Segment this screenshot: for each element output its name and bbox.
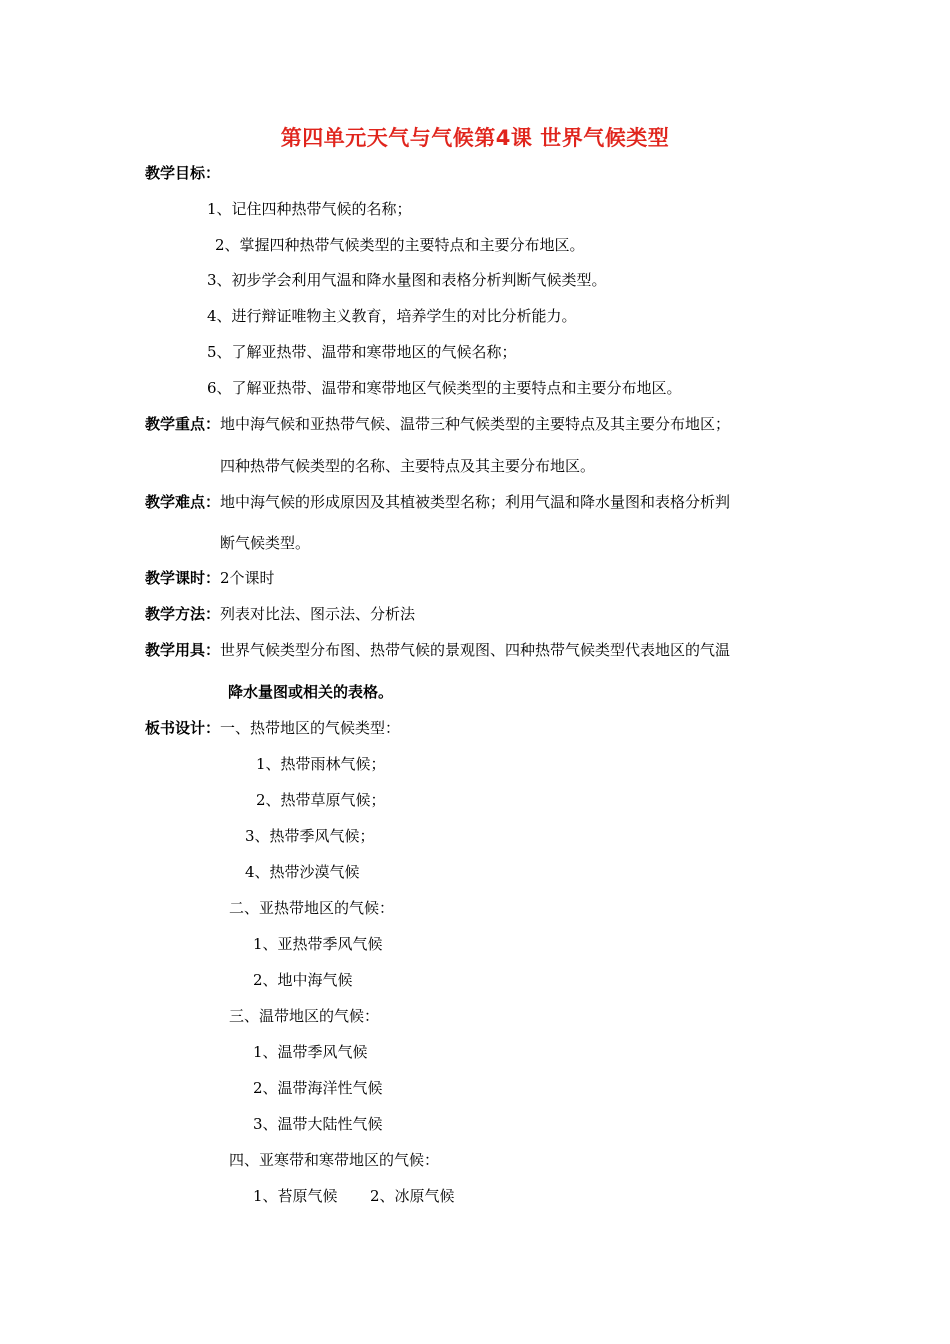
methods-label: 教学方法：: [145, 605, 221, 623]
tools-text: 世界气候类型分布图、热带气候的景观图、四种热带气候类型代表地区的气温: [220, 641, 731, 659]
board-item: 4、热带沙漠气候: [245, 863, 360, 881]
objectives-label: 教学目标：: [145, 164, 221, 182]
board-item: 2、冰原气候: [370, 1187, 455, 1205]
board-section-3: 三、温带地区的气候：: [229, 1007, 380, 1025]
key-points-text: 地中海气候和亚热带气候、温带三种气候类型的主要特点及其主要分布地区；: [220, 415, 731, 433]
board-item: 1、热带雨林气候；: [256, 755, 386, 773]
document-title: 第四单元天气与气候第4课 世界气候类型: [280, 126, 670, 150]
difficulties-row: [145, 492, 730, 512]
difficulties-label: 教学难点：: [145, 493, 221, 511]
methods-text: 列表对比法、图示法、分析法: [220, 605, 416, 623]
board-item: 1、苔原气候: [253, 1187, 338, 1205]
board-item: 1、亚热带季风气候: [253, 935, 383, 953]
methods-row: [145, 604, 415, 624]
key-points-label: 教学重点：: [145, 415, 221, 433]
board-item: 2、地中海气候: [253, 971, 353, 989]
board-section-2: 二、亚热带地区的气候：: [229, 899, 395, 917]
objective-item: 6、了解亚热带、温带和寒带地区气候类型的主要特点和主要分布地区。: [207, 379, 682, 397]
board-section-1: 一、热带地区的气候类型：: [220, 719, 401, 737]
board-label: 板书设计：: [145, 719, 221, 737]
board-row: [145, 718, 400, 738]
key-points-row: [145, 414, 730, 434]
tools-row: [145, 640, 730, 660]
board-item: 2、温带海洋性气候: [253, 1079, 383, 1097]
objective-item: 5、了解亚热带、温带和寒带地区的气候名称；: [207, 343, 517, 361]
objective-item: 4、进行辩证唯物主义教育，培养学生的对比分析能力。: [207, 307, 577, 325]
board-item: 1、温带季风气候: [253, 1043, 368, 1061]
objective-item: 3、初步学会利用气温和降水量图和表格分析判断气候类型。: [207, 271, 607, 289]
board-section-4: 四、亚寒带和寒带地区的气候：: [229, 1151, 440, 1169]
objective-item: 2、掌握四种热带气候类型的主要特点和主要分布地区。: [215, 236, 585, 254]
tools-label: 教学用具：: [145, 641, 221, 659]
periods-label: 教学课时：: [145, 569, 221, 587]
objective-item: 1、记住四种热带气候的名称；: [207, 200, 412, 218]
board-item: 3、热带季风气候；: [245, 827, 375, 845]
tools-continued: 降水量图或相关的表格。: [228, 683, 394, 701]
periods-row: [145, 568, 275, 588]
periods-text: 2个课时: [220, 569, 275, 587]
board-item: 2、热带草原气候；: [256, 791, 386, 809]
board-item: 3、温带大陆性气候: [253, 1115, 383, 1133]
difficulties-continued: 断气候类型。: [220, 534, 311, 552]
difficulties-text: 地中海气候的形成原因及其植被类型名称；利用气温和降水量图和表格分析判: [220, 493, 731, 511]
key-points-continued: 四种热带气候类型的名称、主要特点及其主要分布地区。: [220, 457, 596, 475]
